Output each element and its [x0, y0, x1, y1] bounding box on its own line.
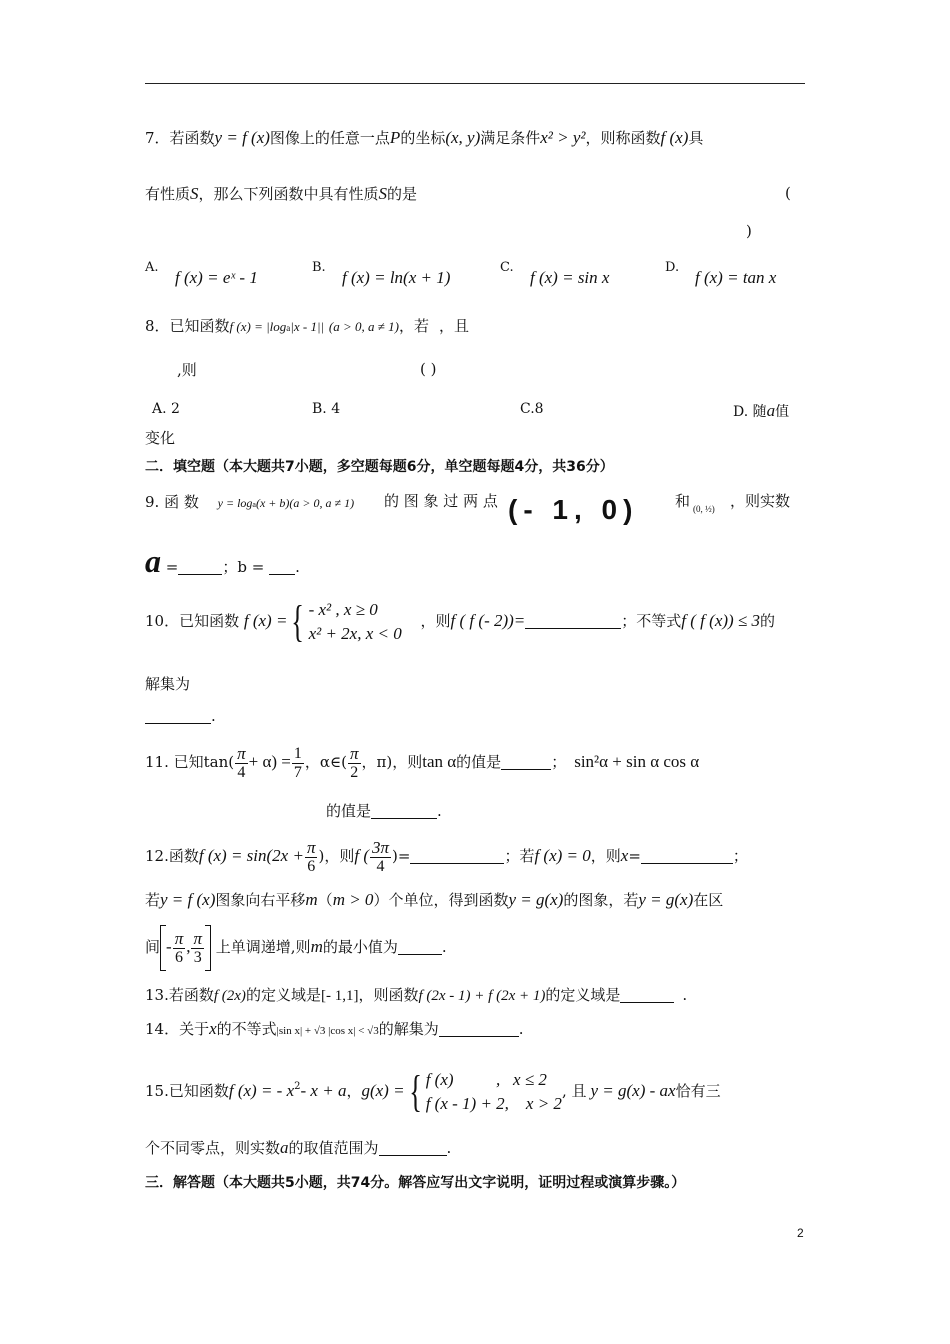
q11-blank-1[interactable] [501, 755, 551, 770]
q12-blank-3[interactable] [398, 940, 442, 955]
q11-frac-pi2 [348, 745, 361, 782]
q9-text-d: ，则实数 [730, 492, 791, 510]
q15-line2 [145, 1138, 807, 1158]
q8-line2 [145, 360, 807, 380]
q12-fx: f (x) = sin(2x + [198, 846, 304, 865]
q11-alpha-in: ，α∈( [304, 753, 347, 771]
q7-option-b: f (x) = ln(x + 1) [342, 268, 451, 287]
q11-blank-2[interactable] [371, 804, 437, 819]
q9-expr-sub: a [252, 500, 256, 509]
q12-frac-pi6 [305, 839, 318, 876]
q15-end: . [446, 1139, 452, 1157]
section-3-heading: 三．解答题（本大题共5小题，共74分。解答应写出文字说明，证明过程或演算步骤。） [145, 1175, 686, 1191]
q10-inequality: f ( f (x)) ≤ 3 [681, 611, 761, 630]
q10-line2: 解集为 [145, 675, 191, 693]
q12-l2-text: 若 [145, 891, 161, 909]
q15-expr: y = g(x) - ax [590, 1081, 676, 1100]
q10-lhs: f (x) = [243, 611, 288, 630]
q10-case-1: - x² , x ≥ 0 [308, 600, 378, 619]
q12-l3-text-c: 的最小值为 [322, 938, 398, 956]
q13-blank[interactable] [620, 988, 674, 1003]
q9-text-f: ；b = [222, 558, 265, 576]
q8-wrap: 变化 [145, 429, 176, 447]
q12-equals: = [628, 847, 641, 865]
q10-text-c: ；不等式 [621, 612, 682, 630]
q15-var-a: a [280, 1138, 289, 1157]
q11-two: 2 [350, 763, 359, 781]
q11-tan: tan α [422, 752, 457, 771]
q8-option-d-value: 随 [752, 404, 767, 420]
q12-l2-g2: y = g(x) [638, 890, 694, 909]
q12-l2-text-f: 在区 [693, 891, 724, 909]
q7-property-s: S [190, 184, 199, 203]
q13-line [145, 985, 807, 1006]
q15-case-1: f (x) , x ≤ 2 [425, 1070, 547, 1089]
q8-expr-b: |x - 1|| [290, 319, 325, 334]
q9-text-c: 和 [675, 492, 691, 510]
q8-line1 [145, 316, 807, 338]
q14-expr: |sin x| + √3 |cos x| < √3 [276, 1025, 379, 1037]
q15-fx-b: - x + a [300, 1081, 347, 1100]
q13-text-b: 的定义域是 [245, 986, 321, 1004]
q9-line2 [145, 543, 807, 582]
q15-fx: f (x) = - x [228, 1081, 295, 1100]
q14-end: . [518, 1020, 524, 1038]
q7-option-d-label: D. [665, 260, 680, 275]
q7-condition: x² > y² [540, 128, 586, 147]
q8-option-b [312, 401, 340, 417]
q12-f34: f ( [354, 846, 369, 865]
q12-end: . [441, 938, 447, 956]
q8-option-a [152, 401, 180, 417]
q8-text-d: ,则 [177, 361, 197, 379]
q13-f2x: f (2x) [213, 988, 246, 1004]
q12-line2 [145, 890, 807, 910]
q7-text-g: 有性质 [145, 185, 191, 203]
q10-case-2: x² + 2x, x < 0 [308, 624, 402, 643]
q10-blank-1[interactable] [525, 614, 621, 629]
q8-text-c: ，且 [439, 317, 470, 335]
q11-seven: 7 [293, 763, 302, 781]
q7-function-2: f (x) [660, 128, 689, 147]
q10-text: 10．已知函数 [145, 612, 240, 630]
q12-threepi: 3π [371, 837, 390, 857]
q12-l3-text-b: 上单调递增,则 [215, 938, 311, 956]
q7-property-s-2: S [378, 184, 388, 203]
q7-text-h: ，那么下列函数中具有性质 [198, 185, 379, 203]
q9-blank-a[interactable] [178, 560, 222, 575]
q9-equals: = [165, 558, 179, 576]
q7-paren-close: ) [746, 222, 752, 240]
q13-text: 13.若函数 [145, 986, 214, 1004]
q12-m: m [305, 890, 318, 909]
q8-text-b: ，若 [398, 317, 429, 335]
q12-x: x [620, 846, 629, 865]
q11-plus: + α) = [248, 752, 291, 771]
q8-text: 8．已知函数 [145, 317, 230, 335]
q7-option-c-label: C. [500, 260, 514, 275]
q11-text: 11. 已知tan( [145, 753, 235, 771]
q7-coord: (x, y) [445, 128, 481, 147]
q8-expr: f (x) = |log [229, 319, 287, 334]
q11-pi-2: π [349, 743, 359, 763]
q12-pi-3: π [193, 928, 202, 948]
q12-text-b: )，则 [318, 847, 355, 865]
q12-l2-text-d: ）个单位，得到函数 [373, 891, 509, 909]
q12-m-2: m [310, 937, 323, 956]
q7-text-d: 满足条件 [480, 129, 541, 147]
q12-three: 3 [193, 948, 202, 966]
page-number: 2 [797, 1226, 804, 1240]
q7-text-b: 图像上的任意一点 [269, 129, 390, 147]
q12-four: 4 [376, 857, 385, 875]
q11-four: 4 [237, 763, 246, 781]
q8-option-d-label: D. [733, 404, 749, 420]
q8-condition: (a > 0, a ≠ 1) [328, 319, 399, 334]
q8-option-b-value: 4 [331, 401, 341, 417]
q12-line3: 间 - $\frac{\pi}{6}$ , $\frac{\pi}{3}$ 上单调递增,则m的最小值为 . [145, 924, 807, 970]
q9-point-1: (- 1, 0) [508, 494, 639, 525]
q7-option-b-label: B. [312, 260, 326, 275]
q11-text-b: 的值是 [456, 753, 502, 771]
q8-option-c-value: 8 [534, 401, 544, 417]
q7-text-f: 具 [688, 129, 704, 147]
q8-option-a-value: 2 [171, 401, 180, 417]
q8-option-d-tail: 值 [775, 404, 790, 420]
q8-option-d-var: a [766, 401, 776, 420]
q15-g: g(x) = [361, 1081, 405, 1100]
q12-six: 6 [307, 857, 316, 875]
q12-pi-2: π [174, 928, 184, 948]
q12-l2-text-c: （ [317, 891, 333, 909]
q12-frac-pi6b [173, 930, 186, 967]
q14-text-c: 的解集为 [378, 1020, 439, 1038]
q7-text-c: 的坐标 [400, 129, 446, 147]
q11-expr-2: sin²α + sin α cos α [574, 752, 700, 771]
q10-line1 [145, 596, 807, 646]
q10-cases [309, 598, 402, 646]
q11-one: 1 [293, 744, 302, 762]
q12-six-2: 6 [174, 948, 183, 966]
q15-case-2: f (x - 1) + 2, x > 2 [425, 1094, 562, 1113]
q7-option-a-label: A. [145, 260, 159, 275]
q12-l2-text-b: 图象向右平移 [215, 891, 306, 909]
q9-point-2: (0, ½) [693, 504, 715, 514]
q12-l2-text-e: 的图象，若 [563, 891, 639, 909]
q8-paren: ( ) [420, 360, 437, 378]
q7-line1 [145, 128, 807, 148]
q12-text: 12.函数 [145, 847, 199, 865]
q10-end: . [211, 707, 216, 725]
q12-text-e: ，则 [590, 847, 621, 865]
q12-text-c: )= [392, 847, 411, 865]
q15-text-b: , 且 [561, 1082, 587, 1100]
q13-expr: f (2x - 1) + f (2x + 1) [418, 988, 546, 1004]
q12-frac-3pi4 [370, 839, 391, 876]
q13-end: . [682, 986, 688, 1004]
q12-line1 [145, 834, 807, 878]
q12-l2-g: y = g(x) [508, 890, 564, 909]
header-rule [145, 83, 805, 84]
q10-text-b: ，则 [420, 612, 451, 630]
q12-text-g: ； [732, 847, 748, 865]
q7-option-a: f (x) = eˣ - 1 [175, 268, 258, 287]
q15-brace: { [408, 1067, 422, 1116]
q11-frac-pi4 [235, 745, 248, 782]
q9-blank-b[interactable] [269, 560, 295, 575]
q8-option-b-label: B. [312, 401, 327, 417]
q13-text-d: 的定义域是 [545, 986, 621, 1004]
q15-l2-text-b: 的取值范围为 [288, 1139, 379, 1157]
q14-line [145, 1019, 807, 1041]
q14-x: x [209, 1019, 217, 1038]
q11-text-c: ； [551, 753, 567, 771]
q10-brace: { [291, 597, 305, 646]
q8-option-c [520, 401, 544, 417]
q11-line2 [326, 800, 442, 821]
q7-option-c: f (x) = sin x [530, 268, 610, 287]
q8-option-d [733, 401, 789, 421]
q10-text-d: 的 [760, 612, 776, 630]
q11-close: ，π)，则 [361, 753, 423, 771]
q11-text-d: 的值是 [326, 802, 372, 820]
q10-line3 [145, 706, 807, 726]
q8-option-c-label: C. [520, 401, 535, 417]
q9-var-a: a [145, 543, 161, 579]
q8-expr-sub: a [286, 323, 291, 333]
q7-line2 [145, 184, 807, 204]
q15-cases [426, 1068, 562, 1116]
q7-text: 7．若函数 [145, 129, 215, 147]
q15-text: 15.已知函数 [145, 1082, 229, 1100]
q11-end: . [437, 802, 442, 820]
q15-l2-text: 个不同零点，则实数 [145, 1139, 281, 1157]
q9-expr: y = log [217, 496, 253, 510]
q14-text: 14．关于 [145, 1020, 210, 1038]
q13-domain: [- 1,1] [320, 988, 359, 1004]
q9-expr-b: (x + b)(a > 0, a ≠ 1) [255, 496, 355, 510]
q7-paren-open: ( [785, 184, 791, 202]
q15-comma: ， [346, 1082, 362, 1100]
q12-l3-text: 间 [145, 938, 161, 956]
q15-text-c: 恰有三 [675, 1082, 721, 1100]
q12-m-condition: m > 0 [332, 890, 374, 909]
q12-minus: - [166, 937, 172, 956]
q12-blank-2[interactable] [641, 849, 733, 864]
q11-frac-17 [292, 745, 304, 782]
q7-option-d: f (x) = tan x [695, 268, 777, 287]
q12-frac-pi3 [191, 930, 204, 967]
q11-line1 [145, 740, 807, 784]
q10-expr: f ( f (- 2))= [450, 611, 526, 630]
q11-pi: π [237, 743, 246, 763]
q9-text: 9. 函 数 [145, 493, 199, 511]
q12-pi: π [306, 837, 316, 857]
q15-square: 2 [294, 1081, 301, 1092]
q9-end: . [295, 558, 300, 576]
q13-text-c: ，则函数 [358, 986, 419, 1004]
q12-text-d: ；若 [504, 847, 535, 865]
q10-blank-2[interactable] [145, 709, 211, 724]
q7-text-e: ，则称函数 [585, 129, 661, 147]
q14-text-b: 的不等式 [216, 1020, 277, 1038]
q7-text-i: 的是 [387, 185, 418, 203]
q14-blank[interactable] [439, 1022, 519, 1037]
q15-line1 [145, 1060, 807, 1114]
q12-blank-1[interactable] [410, 849, 504, 864]
q8-option-a-label: A. [152, 401, 167, 417]
q9-text-b: 的 图 象 过 两 点 [384, 492, 498, 510]
q7-point: P [389, 128, 401, 147]
q12-bracket-right [205, 925, 211, 971]
section-2-heading: 二．填空题（本大题共7小题，多空题每题6分，单空题每题4分，共36分） [145, 459, 614, 475]
q12-l2-fn: y = f (x) [160, 890, 216, 909]
q15-blank[interactable] [379, 1141, 447, 1156]
q12-f0: f (x) = 0 [534, 846, 591, 865]
q7-function: y = f (x) [214, 128, 270, 147]
